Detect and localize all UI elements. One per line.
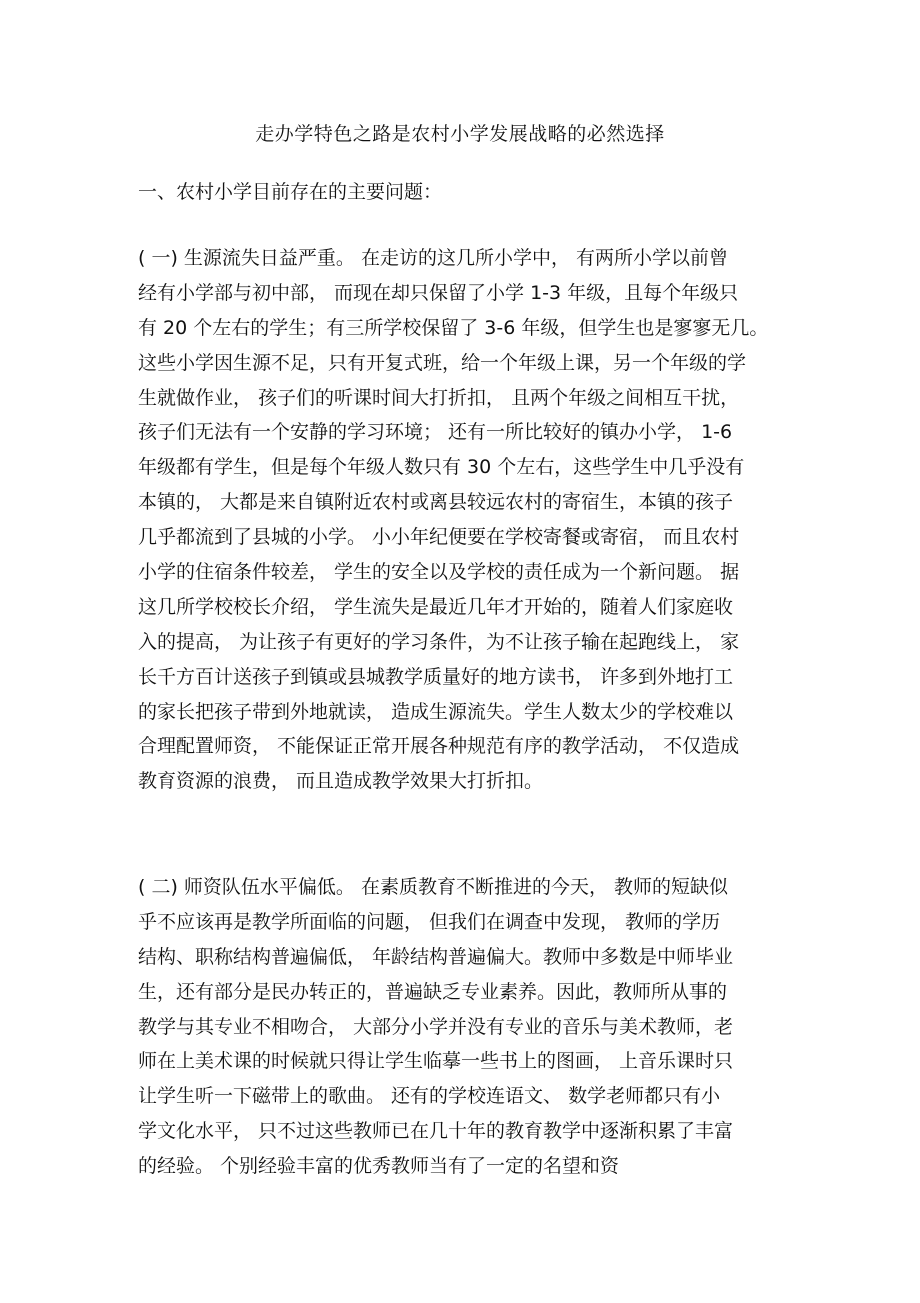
paragraph-line: 这些小学因生源不足，只有开复式班，给一个年级上课，另一个年级的学	[138, 351, 747, 374]
paragraph-line: ( 一) 生源流失日益严重。 在走访的这几所小学中， 有两所小学以前曾	[138, 247, 728, 269]
paragraph-line: 这几所学校校长介绍， 学生流失是最近几年才开始的，随着人们家庭收	[138, 595, 734, 618]
paragraph-line: 长千方百计送孩子到镇或县城教学质量好的地方读书， 许多到外地打工	[138, 665, 734, 688]
paragraph-line: 孩子们无法有一个安静的学习环境； 还有一所比较好的镇办小学， 1-6	[138, 421, 733, 444]
paragraph-line: 入的提高， 为让孩子有更好的学习条件，为不让孩子输在起跑线上， 家	[138, 630, 740, 653]
paragraph-student-loss	[138, 241, 794, 799]
paragraph-line: 让学生听一下磁带上的歌曲。 还有的学校连语文、 数学老师都只有小	[138, 1085, 721, 1108]
paragraph-line: 的家长把孩子带到外地就读， 造成生源流失。学生人数太少的学校难以	[138, 700, 734, 723]
paragraph-teacher-quality	[138, 870, 794, 1184]
paragraph-line: 教育资源的浪费， 而且造成教学效果大打折扣。	[138, 770, 544, 793]
paragraph-line: 教学与其专业不相吻合， 大部分小学并没有专业的音乐与美术教师，老	[138, 1015, 734, 1038]
paragraph-line: 生就做作业， 孩子们的听课时间大打折扣， 且两个年级之间相互干扰，	[138, 386, 740, 409]
paragraph-line: 几乎都流到了县城的小学。 小小年纪便要在学校寄餐或寄宿， 而且农村	[138, 526, 740, 549]
paragraph-line: 生，还有部分是民办转正的，普遍缺乏专业素养。因此，教师所从事的	[138, 980, 728, 1003]
paragraph-line: 小学的住宿条件较差， 学生的安全以及学校的责任成为一个新问题。 据	[138, 561, 740, 584]
paragraph-line: 年级都有学生，但是每个年级人数只有 30 个左右，这些学生中几乎没有	[138, 456, 745, 479]
section-heading: 一、农村小学目前存在的主要问题：	[138, 181, 443, 203]
paragraph-line: 合理配置师资， 不能保证正常开展各种规范有序的教学活动， 不仅造成	[138, 735, 740, 758]
paragraph-line: ( 二) 师资队伍水平偏低。 在素质教育不断推进的今天， 教师的短缺似	[138, 876, 728, 898]
paragraph-line: 学文化水平， 只不过这些教师已在几十年的教育教学中逐渐积累了丰富	[138, 1120, 734, 1143]
paragraph-line: 乎不应该再是教学所面临的问题， 但我们在调查中发现， 教师的学历	[138, 910, 721, 933]
paragraph-line: 结构、职称结构普遍偏低， 年龄结构普遍偏大。教师中多数是中师毕业	[138, 945, 734, 968]
paragraph-line: 有 20 个左右的学生；有三所学校保留了 3-6 年级，但学生也是寥寥无几。	[138, 316, 769, 339]
paragraph-line: 经有小学部与初中部， 而现在却只保留了小学 1-3 年级，且每个年级只	[138, 281, 739, 304]
paragraph-line: 的经验。 个别经验丰富的优秀教师当有了一定的名望和资	[138, 1155, 620, 1178]
document-title: 走办学特色之路是农村小学发展战略的必然选择	[255, 123, 665, 145]
paragraph-line: 师在上美术课的时候就只得让学生临摹一些书上的图画， 上音乐课时只	[138, 1050, 734, 1073]
paragraph-line: 本镇的， 大都是来自镇附近农村或离县较远农村的寄宿生，本镇的孩子	[138, 491, 734, 514]
